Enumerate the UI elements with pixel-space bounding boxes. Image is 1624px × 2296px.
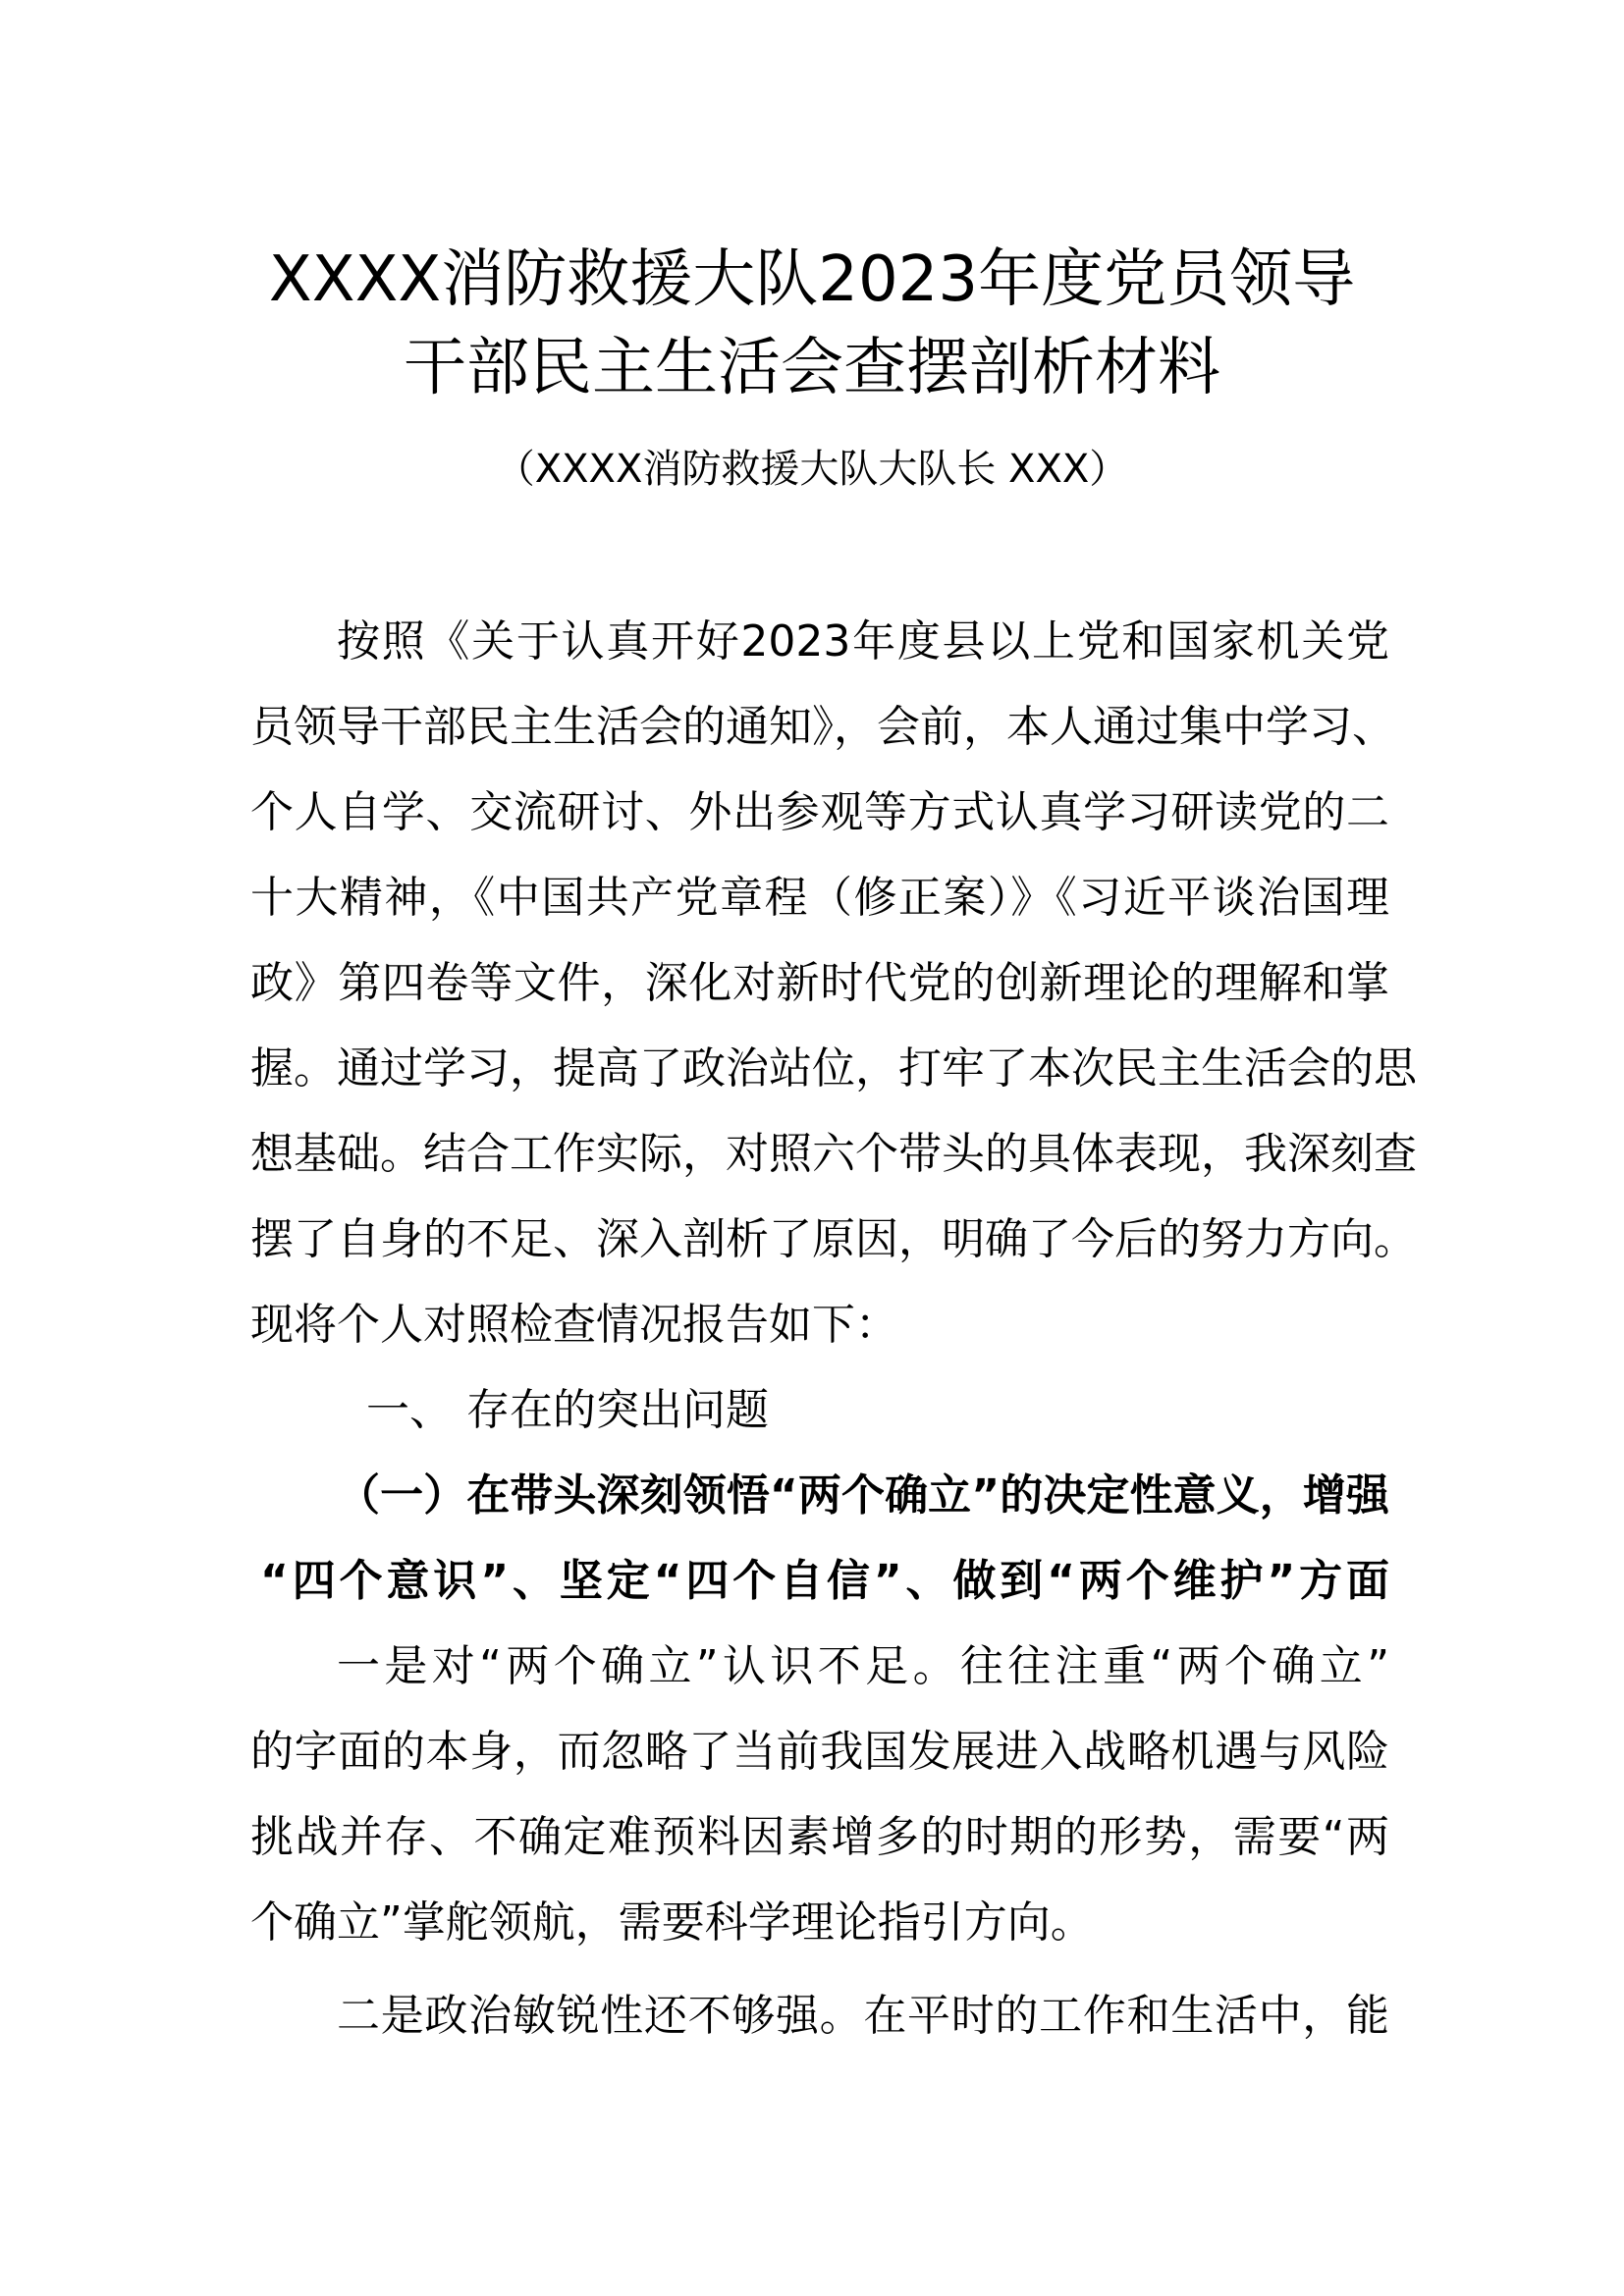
text-line: 个人自学、交流研讨、外出参观等方式认真学习研读党的二 — [250, 787, 1389, 837]
text-line: 的字面的本身，而忽略了当前我国发展进入战略机遇与风险 — [250, 1727, 1389, 1777]
intro-paragraph — [250, 599, 1417, 1367]
section-heading: 一、 存在的突出问题 — [366, 1385, 769, 1435]
document-subtitle: （XXXX消防救援大队大队长 XXX） — [495, 447, 1129, 492]
text-line: 政》第四卷等文件，深化对新时代党的创新理论的理解和掌 — [250, 958, 1389, 1008]
document-title-line-2: 干部民主生活会查摆剖析材料 — [404, 332, 1220, 404]
point-paragraph-2 — [250, 1973, 1389, 2058]
subsection-heading — [250, 1453, 1389, 1624]
text-line: 想基础。结合工作实际，对照六个带头的具体表现，我深刻查 — [250, 1129, 1417, 1179]
text-line: 摆了自身的不足、深入剖析了原因，明确了今后的努力方向。 — [250, 1214, 1417, 1264]
text-line: 按照《关于认真开好2023年度县以上党和国家机关党 — [337, 616, 1389, 667]
text-line: 一是对“两个确立”认识不足。往往注重“两个确立” — [337, 1641, 1389, 1691]
text-line: “四个意识”、坚定“四个自信”、做到“两个维护”方面 — [260, 1556, 1389, 1606]
text-line: （一）在带头深刻领悟“两个确立”的决定性意义，增强 — [337, 1470, 1389, 1521]
text-line: 二是政治敏锐性还不够强。在平时的工作和生活中，能 — [337, 1991, 1389, 2041]
text-line: 员领导干部民主生活会的通知》，会前，本人通过集中学习、 — [250, 702, 1395, 752]
document-title-line-1: XXXX消防救援大队2023年度党员领导 — [268, 243, 1356, 316]
text-line: 个确立”掌舵领航，需要科学理论指引方向。 — [250, 1897, 1094, 1948]
document-body — [250, 599, 1417, 2058]
text-line: 握。通过学习，提高了政治站位，打牢了本次民主生活会的思 — [250, 1043, 1417, 1094]
text-line: 现将个人对照检查情况报告如下： — [250, 1300, 898, 1350]
point-paragraph-1 — [250, 1624, 1389, 1965]
text-line: 挑战并存、不确定难预料因素增多的时期的形势，需要“两 — [250, 1812, 1389, 1862]
text-line: 十大精神，《中国共产党章程（修正案）》《习近平谈治国理 — [250, 873, 1389, 923]
